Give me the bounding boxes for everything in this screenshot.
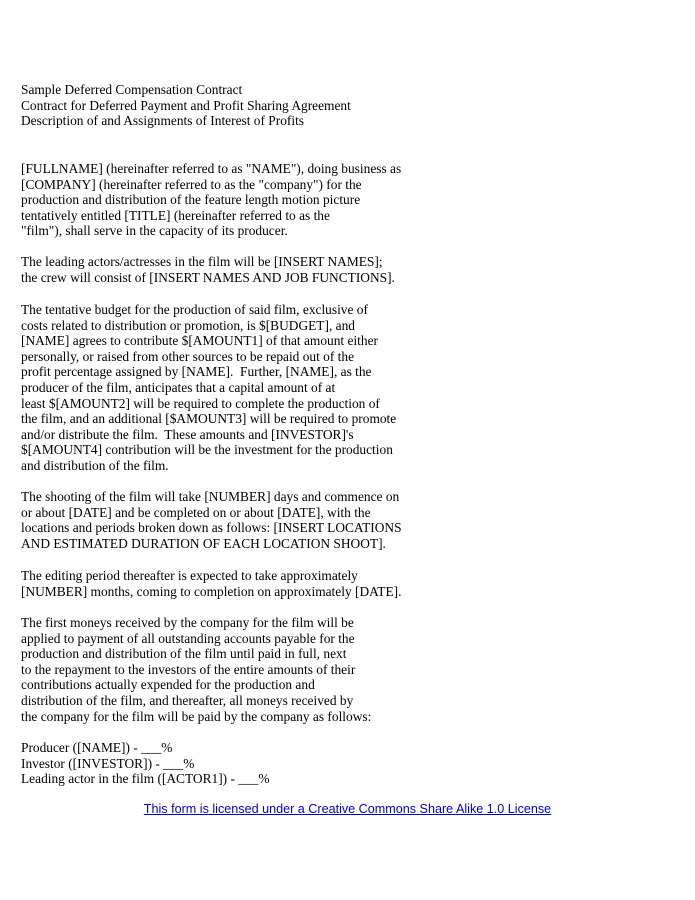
paragraph-shooting-schedule <box>21 489 681 551</box>
paragraph-line: The shooting of the film will take [NUMBER] days and commence on <box>21 489 400 504</box>
paragraph-line: tentatively entitled [TITLE] (hereinafter referred to as the <box>21 207 330 223</box>
profit-share-list <box>21 740 681 787</box>
header-line-description: Description of and Assignments of Interest of Profits <box>21 113 305 129</box>
paragraph-line: The editing period thereafter is expected to take approximately <box>21 568 358 583</box>
header-line-title: Sample Deferred Compensation Contract <box>21 82 243 97</box>
paragraph-line: contributions actually expended for the production and <box>21 677 315 693</box>
paragraph-line: The leading actors/actresses in the film will be [INSERT NAMES]; <box>21 254 383 269</box>
paragraph-line: profit percentage assigned by [NAME]. Further, [NAME], as the <box>21 364 372 380</box>
paragraph-line: and/or distribute the film. These amounts and [INVESTOR]'s <box>21 426 354 442</box>
paragraph-budget <box>21 302 681 474</box>
paragraph-line: [NAME] agrees to contribute $[AMOUNT1] of that amount either <box>21 333 378 349</box>
paragraph-line: distribution of the film, and thereafter, all moneys received by <box>21 692 354 708</box>
header-line-subtitle: Contract for Deferred Payment and Profit Sharing Agreement <box>21 97 351 113</box>
paragraph-parties <box>21 161 681 239</box>
paragraph-editing-period <box>21 568 681 599</box>
paragraph-line: production and distribution of the film until paid in full, next <box>21 646 347 662</box>
paragraph-line: The first moneys received by the company for the film will be <box>21 615 354 630</box>
paragraph-line: [FULLNAME] (hereinafter referred to as "NAME"), doing business as <box>21 161 402 176</box>
paragraph-payment-distribution <box>21 615 681 724</box>
document-header <box>21 82 681 129</box>
paragraph-cast-crew <box>21 254 681 285</box>
paragraph-line: [COMPANY] (hereinafter referred to as the "company") for the <box>21 176 362 192</box>
paragraph-line: the company for the film will be paid by the company as follows: <box>21 708 372 724</box>
paragraph-line: costs related to distribution or promotion, is $[BUDGET], and <box>21 317 355 333</box>
paragraph-line: AND ESTIMATED DURATION OF EACH LOCATION SHOOT]. <box>21 535 386 551</box>
paragraph-line: The tentative budget for the production of said film, exclusive of <box>21 302 368 317</box>
paragraph-line: or about [DATE] and be completed on or about [DATE], with the <box>21 504 371 520</box>
paragraph-line: and distribution of the film. <box>21 457 169 473</box>
paragraph-line: locations and periods broken down as follows: [INSERT LOCATIONS <box>21 520 402 536</box>
paragraph-line: production and distribution of the feature length motion picture <box>21 192 361 208</box>
profit-share-leading-actor: Leading actor in the film ([ACTOR1]) - ___% <box>21 771 270 787</box>
paragraph-line: to the repayment to the investors of the entire amounts of their <box>21 661 356 677</box>
paragraph-line: least $[AMOUNT2] will be required to complete the production of <box>21 395 380 411</box>
profit-share-producer: Producer ([NAME]) - ___% <box>21 740 173 755</box>
paragraph-line: $[AMOUNT4] contribution will be the investment for the production <box>21 442 393 458</box>
paragraph-line: the film, and an additional [$AMOUNT3] will be required to promote <box>21 411 397 427</box>
paragraph-line: the crew will consist of [INSERT NAMES AND JOB FUNCTIONS]. <box>21 269 395 285</box>
paragraph-line: personally, or raised from other sources to be repaid out of the <box>21 348 355 364</box>
profit-share-investor: Investor ([INVESTOR]) - ___% <box>21 755 195 771</box>
paragraph-line: applied to payment of all outstanding accounts payable for the <box>21 630 355 646</box>
paragraph-line: producer of the film, anticipates that a capital amount of at <box>21 379 336 395</box>
paragraph-line: "film"), shall serve in the capacity of its producer. <box>21 223 288 239</box>
paragraph-line: [NUMBER] months, coming to completion on approximately [DATE]. <box>21 583 402 599</box>
license-link[interactable]: This form is licensed under a Creative Commons Share Alike 1.0 License <box>143 802 552 816</box>
